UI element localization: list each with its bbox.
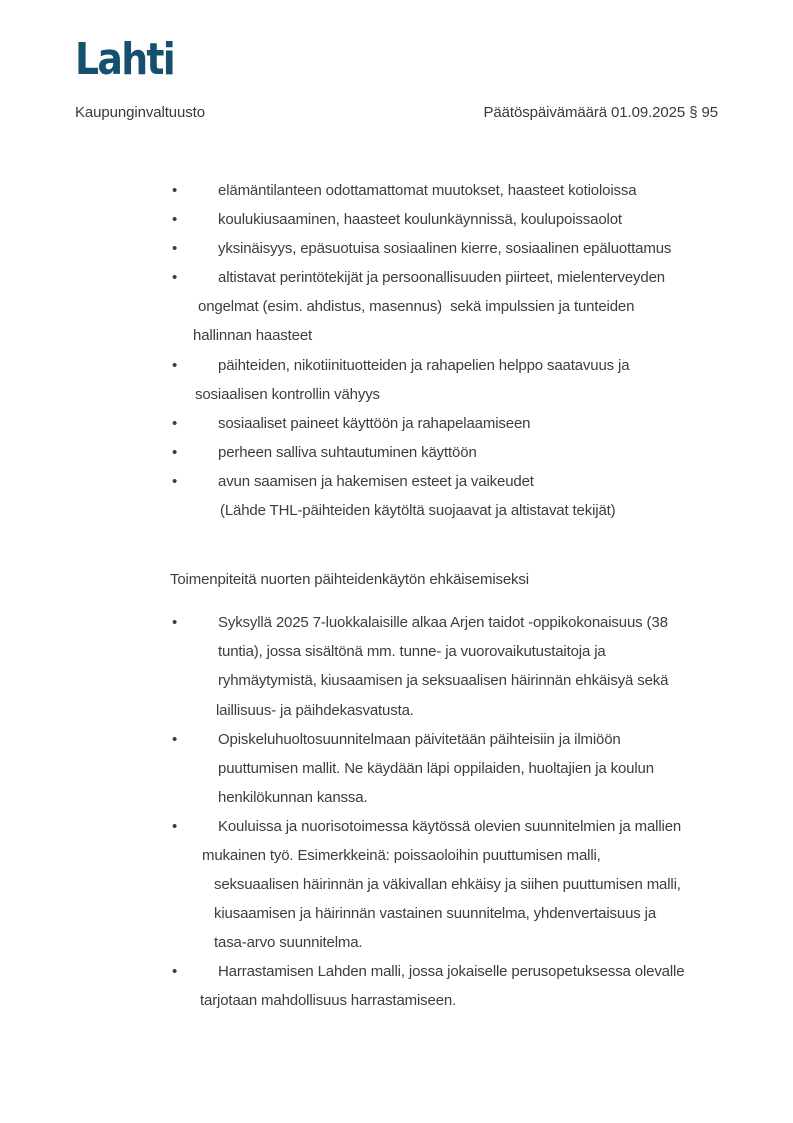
list-item-continuation bbox=[0, 321, 793, 350]
list-item-continuation bbox=[0, 754, 793, 783]
list-item-text: ongelmat (esim. ahdistus, masennus) sekä impulssien ja tunteiden bbox=[198, 298, 635, 316]
list-item-text: Syksyllä 2025 7-luokkalaisille alkaa Arjen taidot -oppikokonaisuus (38 bbox=[218, 614, 668, 632]
list-item-continuation bbox=[0, 637, 793, 666]
section-gap bbox=[0, 525, 793, 565]
list-item-text: laillisuus- ja päihdekasvatusta. bbox=[216, 701, 414, 719]
list-item-text: avun saamisen ja hakemisen esteet ja vaikeudet bbox=[218, 472, 534, 490]
list-item-continuation bbox=[0, 928, 793, 957]
list-item-text: tarjotaan mahdollisuus harrastamiseen. bbox=[200, 992, 457, 1010]
list-item-text: tuntia), jossa sisältönä mm. tunne- ja vuorovaikutustaitoja ja bbox=[218, 643, 606, 661]
list-item bbox=[0, 812, 793, 841]
list-item-text: elämäntilanteen odottamattomat muutokset, haasteet kotioloissa bbox=[218, 182, 637, 199]
section-heading bbox=[0, 565, 793, 594]
list-item-text: sosiaalisen kontrollin vähyys bbox=[195, 385, 380, 403]
bullet-icon: • bbox=[172, 414, 178, 432]
list-item-text: mukainen työ. Esimerkkeinä: poissaoloihin puuttumisen malli, bbox=[202, 846, 601, 864]
list-item-text: koulukiusaaminen, haasteet koulunkäynnissä, koulupoissaolot bbox=[218, 211, 622, 229]
lahti-logo: Lahti bbox=[75, 34, 175, 85]
org-name: Kaupunginvaltuusto bbox=[75, 104, 205, 121]
list-item-continuation bbox=[0, 841, 793, 870]
list-item-text: Harrastamisen Lahden malli, jossa jokaiselle perusopetuksessa olevalle bbox=[218, 963, 685, 981]
list-item-text: tasa-arvo suunnitelma. bbox=[214, 934, 363, 952]
list-item-text: Kouluissa ja nuorisotoimessa käytössä olevien suunnitelmien ja mallien bbox=[218, 817, 682, 835]
list-item-continuation bbox=[0, 666, 793, 695]
bullet-icon: • bbox=[172, 211, 178, 229]
bullet-icon: • bbox=[172, 182, 178, 199]
list-item-continuation bbox=[0, 380, 793, 409]
list-item-text: päihteiden, nikotiinituotteiden ja rahapelien helppo saatavuus ja bbox=[218, 356, 630, 374]
list-item-text: henkilökunnan kanssa. bbox=[218, 788, 368, 806]
list-item bbox=[0, 234, 793, 263]
bullet-icon: • bbox=[172, 817, 178, 835]
heading-gap bbox=[0, 594, 793, 608]
bullet-icon: • bbox=[172, 443, 178, 461]
document-meta-row bbox=[75, 104, 718, 121]
list-item-text: perheen salliva suhtautuminen käyttöön bbox=[218, 443, 477, 461]
list-item-continuation bbox=[0, 496, 793, 525]
list-item-text: sosiaaliset paineet käyttöön ja rahapelaamiseen bbox=[218, 414, 531, 432]
list-item-text: yksinäisyys, epäsuotuisa sosiaalinen kierre, sosiaalinen epäluottamus bbox=[218, 240, 672, 258]
list-item-text: (Lähde THL-päihteiden käytöltä suojaavat ja altistavat tekijät) bbox=[220, 502, 616, 520]
bullet-icon: • bbox=[172, 240, 178, 258]
list-item bbox=[0, 351, 793, 380]
bullet-icon: • bbox=[172, 356, 178, 374]
list-item-text: kiusaamisen ja häirinnän vastainen suunnitelma, yhdenvertaisuus ja bbox=[214, 905, 657, 923]
list-item-continuation bbox=[0, 292, 793, 321]
list-item bbox=[0, 438, 793, 467]
list-item bbox=[0, 409, 793, 438]
bullet-icon: • bbox=[172, 472, 178, 490]
decision-date-label: Päätöspäivämäärä 01.09.2025 § 95 bbox=[483, 104, 718, 121]
list-item bbox=[0, 205, 793, 234]
list-item-text: puuttumisen mallit. Ne käydään läpi oppilaiden, huoltajien ja koulun bbox=[218, 759, 654, 777]
list-item-continuation bbox=[0, 870, 793, 899]
list-item bbox=[0, 467, 793, 496]
list-item bbox=[0, 608, 793, 637]
bullet-icon: • bbox=[172, 269, 178, 287]
bullet-icon: • bbox=[172, 730, 178, 748]
list-item-text: seksuaalisen häirinnän ja väkivallan ehkäisy ja siihen puuttumisen malli, bbox=[214, 876, 681, 894]
bullet-icon: • bbox=[172, 963, 178, 981]
list-item-continuation bbox=[0, 899, 793, 928]
list-item bbox=[0, 176, 793, 205]
list-item-text: altistavat perintötekijät ja persoonallisuuden piirteet, mielenterveyden bbox=[218, 269, 665, 287]
list-item bbox=[0, 725, 793, 754]
list-item bbox=[0, 957, 793, 986]
list-item-text: ryhmäytymistä, kiusaamisen ja seksuaalisen häirinnän ehkäisyä sekä bbox=[218, 672, 669, 690]
bullet-icon: • bbox=[172, 614, 178, 632]
list-item-text: hallinnan haasteet bbox=[193, 327, 313, 345]
document-body bbox=[0, 176, 793, 1016]
section-heading-text: Toimenpiteitä nuorten päihteidenkäytön ehkäisemiseksi bbox=[170, 571, 529, 589]
list-item-continuation bbox=[0, 986, 793, 1015]
list-item-continuation bbox=[0, 783, 793, 812]
list-item bbox=[0, 263, 793, 292]
list-item-text: Opiskeluhuoltosuunnitelmaan päivitetään päihteisiin ja ilmiöön bbox=[218, 730, 621, 748]
list-item-continuation bbox=[0, 696, 793, 725]
